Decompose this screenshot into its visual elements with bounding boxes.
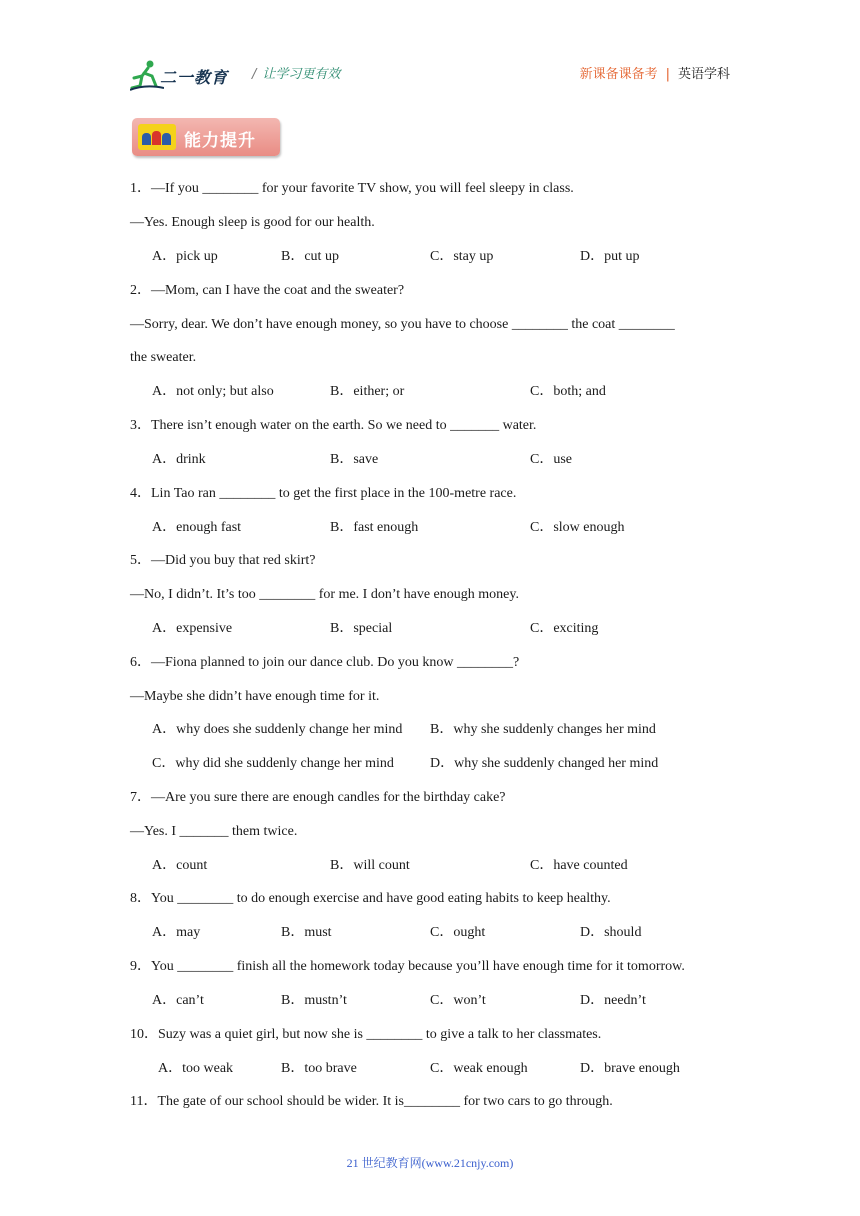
question-1-option-d: D．put up	[580, 249, 640, 264]
question-4-option-c: C．slow enough	[530, 520, 625, 535]
question-6-option-a: A．why does she suddenly change her mind	[152, 722, 403, 737]
question-4-option-a: A．enough fast	[152, 520, 242, 535]
question-1-option-b: B．cut up	[281, 249, 339, 264]
question-7-stem: 7．—Are you sure there are enough candles for the birthday cake?	[130, 790, 506, 805]
question-3-option-a: A．drink	[152, 452, 206, 467]
question-10-option-b: B．too brave	[281, 1061, 357, 1076]
question-4-option-b: B．fast enough	[330, 520, 419, 535]
runner-logo-icon	[130, 58, 164, 92]
question-1-option-a: A．pick up	[152, 249, 218, 264]
question-5-reply: —No, I didn’t. It’s too ________ for me. I don’t have enough money.	[130, 587, 519, 602]
brand-logo	[130, 58, 240, 92]
people-icon	[138, 124, 176, 150]
question-6-option-c: C．why did she suddenly change her mind	[152, 756, 394, 771]
question-2-reply: —Sorry, dear. We don’t have enough money, so you have to choose ________ the coat ________	[130, 317, 675, 332]
question-4-stem: 4．Lin Tao ran ________ to get the first place in the 100-metre race.	[130, 486, 517, 501]
question-1-reply: —Yes. Enough sleep is good for our health.	[130, 215, 375, 230]
brand-name: 二一教育	[160, 68, 229, 87]
question-8-stem: 8．You ________ to do enough exercise and have good eating habits to keep healthy.	[130, 891, 611, 906]
question-1-option-c: C．stay up	[430, 249, 494, 264]
section-title: 能力提升	[184, 131, 256, 151]
question-5-option-b: B．special	[330, 621, 393, 636]
header-course-label: 新课备课备考	[579, 67, 658, 82]
slogan-text: 让学习更有效	[262, 67, 341, 82]
question-6-stem: 6．—Fiona planned to join our dance club. Do you know ________?	[130, 655, 520, 670]
question-5-option-c: C．exciting	[530, 621, 599, 636]
question-5-stem: 5．—Did you buy that red skirt?	[130, 553, 316, 568]
question-3-option-b: B．save	[330, 452, 379, 467]
question-9-option-c: C．won’t	[430, 993, 486, 1008]
question-9-stem: 9．You ________ finish all the homework today because you’ll have enough time for it tomorrow.	[130, 959, 685, 974]
page-footer: 21 世纪教育网(www.21cnjy.com)	[346, 1156, 514, 1170]
question-2-stem: 2．—Mom, can I have the coat and the sweater?	[130, 283, 405, 298]
section-banner	[132, 118, 280, 156]
question-9-option-d: D．needn’t	[580, 993, 646, 1008]
header-subject-label: 英语学科	[677, 67, 730, 82]
question-11-stem: 11．The gate of our school should be wider. It is________ for two cars to go through.	[130, 1094, 613, 1109]
question-7-reply: —Yes. I _______ them twice.	[130, 824, 298, 839]
header-subject	[580, 63, 730, 82]
header-slogan: / 让学习更有效	[252, 67, 341, 82]
question-6-option-d: D．why she suddenly changed her mind	[430, 756, 659, 771]
question-1-stem: 1．—If you ________ for your favorite TV show, you will feel sleepy in class.	[130, 181, 574, 196]
question-10-option-c: C．weak enough	[430, 1061, 528, 1076]
question-3-option-c: C．use	[530, 452, 572, 467]
question-3-stem: 3．There isn’t enough water on the earth. So we need to _______ water.	[130, 418, 537, 433]
question-9-option-b: B．mustn’t	[281, 993, 347, 1008]
question-6-reply: —Maybe she didn’t have enough time for it.	[130, 689, 380, 704]
question-8-option-c: C．ought	[430, 925, 486, 940]
question-8-option-b: B．must	[281, 925, 332, 940]
question-2-option-c: C．both; and	[530, 384, 606, 399]
question-7-option-c: C．have counted	[530, 858, 628, 873]
page-header	[130, 54, 730, 94]
question-2-reply-cont: the sweater.	[130, 350, 197, 365]
question-6-option-b: B．why she suddenly changes her mind	[430, 722, 656, 737]
question-10-option-a: A．too weak	[158, 1061, 234, 1076]
question-7-option-b: B．will count	[330, 858, 410, 873]
question-10-option-d: D．brave enough	[580, 1061, 680, 1076]
question-5-option-a: A．expensive	[152, 621, 233, 636]
question-7-option-a: A．count	[152, 858, 208, 873]
question-2-option-a: A．not only; but also	[152, 384, 274, 399]
header-separator: |	[665, 67, 670, 82]
question-8-option-a: A．may	[152, 925, 201, 940]
question-8-option-d: D．should	[580, 925, 642, 940]
question-2-option-b: B．either; or	[330, 384, 405, 399]
question-9-option-a: A．can’t	[152, 993, 204, 1008]
question-10-stem: 10．Suzy was a quiet girl, but now she is ________ to give a talk to her classmates.	[130, 1027, 602, 1042]
